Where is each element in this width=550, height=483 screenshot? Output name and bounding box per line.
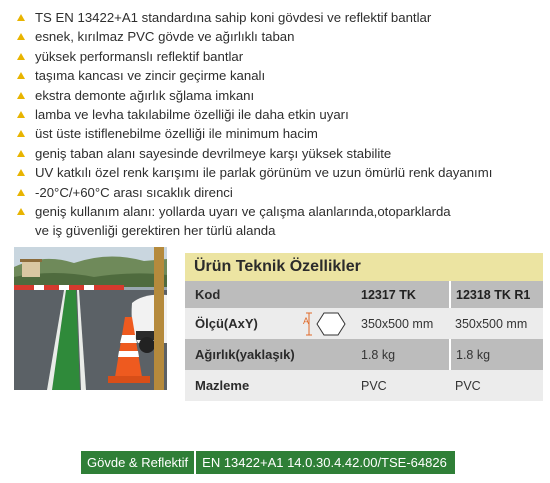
standard-label: Gövde & Reflektif (81, 451, 194, 474)
list-item: -20°C/+60°C arası sıcaklık direnci (14, 183, 544, 202)
list-item: yüksek performanslı reflektif bantlar (14, 47, 544, 66)
list-item: geniş kullanım alanı: yollarda uyarı ve çalışma alanlarında,otoparklarda (14, 202, 544, 221)
standard-bar (81, 451, 455, 474)
cell-value: 1.8 kg (450, 339, 543, 370)
cell-value: 12317 TK (355, 281, 450, 308)
list-item: üst üste istiflenebilme özelliği ile minimum hacim (14, 124, 544, 143)
row-label: Ölçü(AxY) (185, 308, 303, 339)
row-label: Ağırlık(yaklaşık) (185, 339, 303, 370)
table-row (185, 370, 543, 401)
cell-value: 350x500 mm (450, 308, 543, 339)
list-item: taşıma kancası ve zincir geçirme kanalı (14, 66, 544, 85)
list-item: UV katkılı özel renk karışımı ile parlak görünüm ve uzun ömürlü renk dayanımı (14, 163, 544, 182)
row-label: Mazleme (185, 370, 303, 401)
cell-value: 1.8 kg (355, 339, 450, 370)
hexagon-dimension-icon (303, 310, 351, 338)
product-photo (14, 247, 167, 390)
list-item: esnek, kırılmaz PVC gövde ve ağırlıklı taban (14, 27, 544, 46)
table-row (185, 339, 543, 370)
list-item: lamba ve levha takılabilme özelliği ile daha etkin uyarı (14, 105, 544, 124)
list-item: geniş taban alanı sayesinde devrilmeye karşı yüksek stabilite (14, 144, 544, 163)
spec-table (185, 253, 543, 401)
row-label: Kod (185, 281, 303, 308)
triangle-bullet-icon (17, 33, 25, 40)
dimension-letter: A (303, 316, 310, 326)
cell-value: PVC (450, 370, 543, 401)
table-row (185, 308, 543, 339)
triangle-bullet-icon (17, 111, 25, 118)
triangle-bullet-icon (17, 14, 25, 21)
triangle-bullet-icon (17, 72, 25, 79)
triangle-bullet-icon (17, 130, 25, 137)
triangle-bullet-icon (17, 208, 25, 215)
spec-grid (185, 281, 543, 401)
traffic-cone-road-photo (14, 247, 167, 390)
triangle-bullet-icon (17, 53, 25, 60)
cell-value: 350x500 mm (355, 308, 450, 339)
table-row (185, 281, 543, 308)
triangle-bullet-icon (17, 150, 25, 157)
standard-value: EN 13422+A1 14.0.30.4.42.00/TSE-64826 (196, 451, 455, 474)
triangle-bullet-icon (17, 189, 25, 196)
list-item: ekstra demonte ağırlık sğlama imkanı (14, 86, 544, 105)
list-item: TS EN 13422+A1 standardına sahip koni gövdesi ve reflektif bantlar (14, 8, 544, 27)
feature-list (14, 8, 544, 241)
cell-value: 12318 TK R1 (450, 281, 543, 308)
triangle-bullet-icon (17, 169, 25, 176)
spec-title: Ürün Teknik Özellikler (185, 253, 543, 281)
cell-value: PVC (355, 370, 450, 401)
list-item-continuation: ve iş güvenliği gerektiren her türlü alanda (35, 223, 276, 239)
triangle-bullet-icon (17, 92, 25, 99)
